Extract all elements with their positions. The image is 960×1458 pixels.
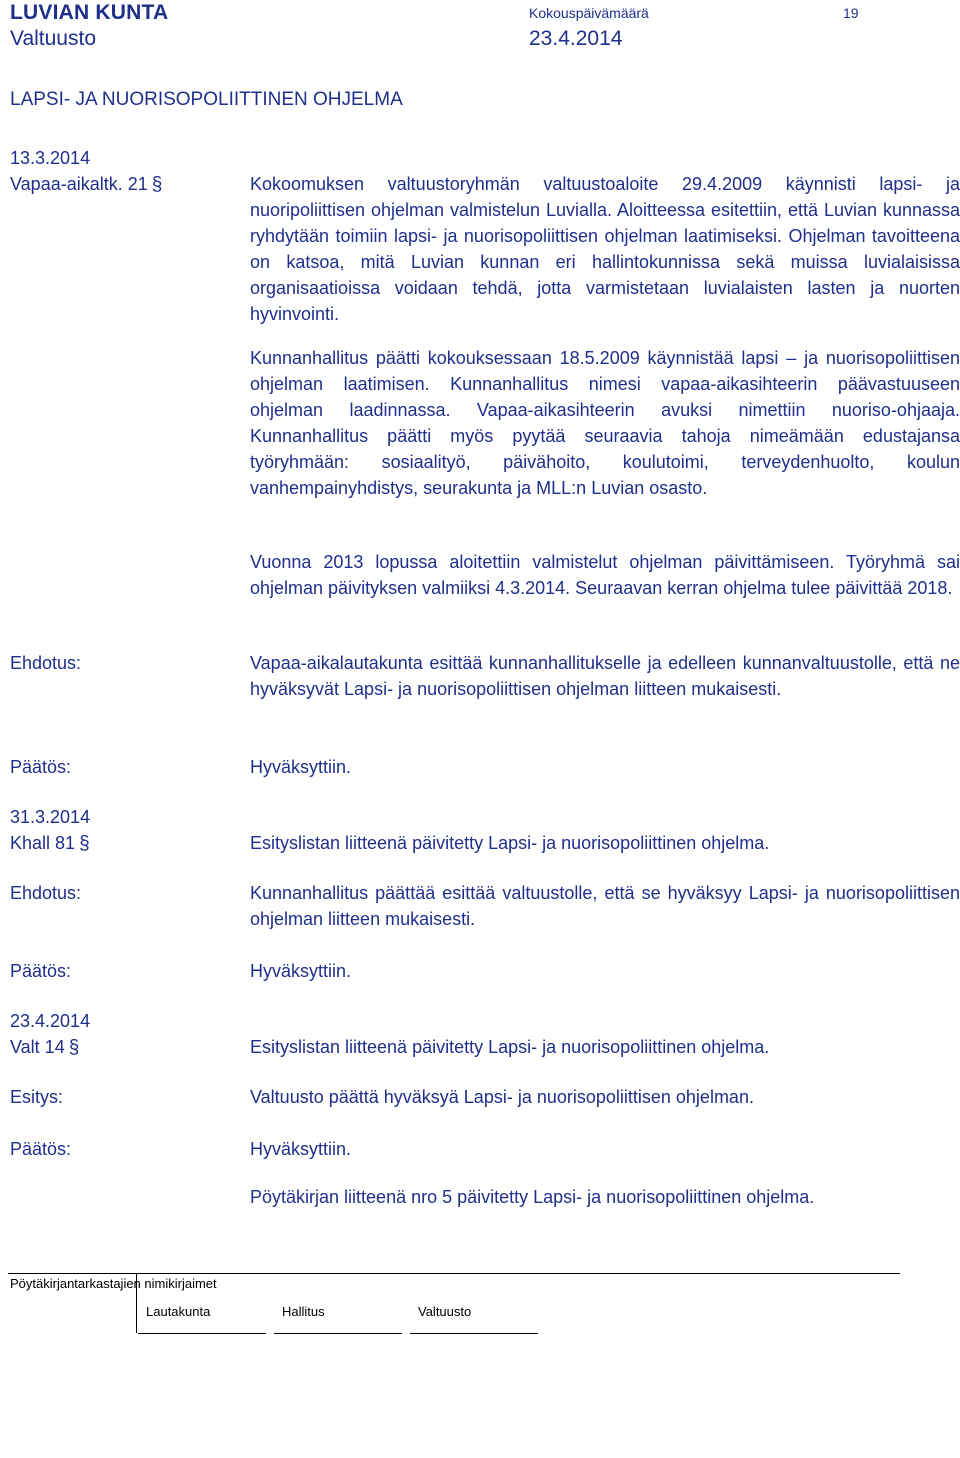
decision2-text: Hyväksyttiin. <box>250 961 352 981</box>
decision1-text: Hyväksyttiin. <box>250 757 352 777</box>
entry3-attachment: Esityslistan liitteenä päivitetty Lapsi- ja nuorisopoliittinen ohjelma. <box>250 1037 770 1057</box>
proposal2-text: Kunnanhallitus päättää esittää valtuustolle, että se hyväksyy Lapsi- ja nuorisopoliittisen ohjelman liitteen mukaisesti. <box>250 883 960 929</box>
section-sign-icon: § <box>68 1037 80 1058</box>
entry1-ref-text: Vapaa-aikaltk. 21 <box>10 174 148 194</box>
meeting-date-label: Kokouspäivämäärä <box>529 5 649 21</box>
decision3-text: Hyväksyttiin. <box>250 1139 352 1159</box>
entry3-date: 23.4.2014 <box>10 1011 91 1031</box>
body-paragraph-1: Kokoomuksen valtuustoryhmän valtuustoaloite 29.4.2009 käynnisti lapsi- ja nuoripoliittisen ohjelman valmistelun Luvialla. Aloitteessa esitettiin, että Luvian kunnassa ryhdytään toimiin lapsi- ja nuorisopoliittisen ohjelman laatimiseksi. Ohjelman tavoitteena on katsoa, mitä Luvian kunnan eri hallintokunnissa sekä muissa luvialaisissa organisaatioissa voidaan tehdä, jotta varmistetaan luvialaisten lasten ja nuorten hyvinvointi. <box>250 174 960 324</box>
page-number: 19 <box>843 5 859 21</box>
entry3-ref-text: Valt 14 <box>10 1037 65 1057</box>
motion3-text: Valtuusto päättä hyväksyä Lapsi- ja nuorisopoliittisen ohjelman. <box>250 1087 754 1107</box>
footer-col-lautakunta: Lautakunta <box>146 1304 211 1319</box>
footer-col-valtuusto: Valtuusto <box>418 1304 472 1319</box>
footer-col-hallitus: Hallitus <box>282 1304 325 1319</box>
document-title: LAPSI- JA NUORISOPOLIITTINEN OHJELMA <box>10 89 403 110</box>
entry2-date: 31.3.2014 <box>10 807 91 827</box>
decision1-label: Päätös: <box>10 757 72 777</box>
footer-title: Pöytäkirjantarkastajien nimikirjaimet <box>10 1276 217 1291</box>
entry2-ref-text: Khall 81 <box>10 833 76 853</box>
entry1-date: 13.3.2014 <box>10 148 91 168</box>
footer-divider <box>8 1273 900 1274</box>
footer-signature-line <box>410 1333 538 1334</box>
entry2-reference <box>10 830 90 857</box>
decision3-label: Päätös: <box>10 1139 72 1159</box>
body-paragraph-2: Kunnanhallitus päätti kokouksessaan 18.5.2009 käynnistää lapsi – ja nuorisopoliittisen ohjelman laatimisen. Kunnanhallitus nimesi vapaa-aikasihteerin päävastuuseen ohjelman laadinnassa. Vapaa-aikasihteerin avuksi nimettiin nuoriso-ohjaaja. Kunnanhallitus päätti myös pyytää seuraavia tahoja nimeämään edustajansa työryhmään: sosiaalityö, päivähoito, koulutoimi, terveydenhuolto, koulun vanhempainyhdistys, seurakunta ja MLL:n Luvian osasto. <box>250 348 960 498</box>
proposal2-label: Ehdotus: <box>10 883 82 903</box>
footer-signature-line <box>274 1333 402 1334</box>
entry1-reference <box>10 171 162 198</box>
meeting-body: Valtuusto <box>10 27 96 50</box>
entry2-attachment: Esityslistan liitteenä päivitetty Lapsi- ja nuorisopoliittinen ohjelma. <box>250 833 770 853</box>
section-sign-icon: § <box>151 174 163 195</box>
proposal1-label: Ehdotus: <box>10 653 82 673</box>
closing-note: Pöytäkirjan liitteenä nro 5 päivitetty Lapsi- ja nuorisopoliittinen ohjelma. <box>250 1187 815 1207</box>
decision2-label: Päätös: <box>10 961 72 981</box>
meeting-date: 23.4.2014 <box>529 27 623 50</box>
body-paragraph-3: Vuonna 2013 lopussa aloitettiin valmistelut ohjelman päivittämiseen. Työryhmä sai ohjelman päivityksen valmiiksi 4.3.2014. Seuraavan kerran ohjelma tulee päivittää 2018. <box>250 552 960 598</box>
motion3-label: Esitys: <box>10 1087 64 1107</box>
proposal1-text: Vapaa-aikalautakunta esittää kunnanhallitukselle ja edelleen kunnanvaltuustolle, että ne hyväksyvät Lapsi- ja nuorisopoliittisen ohjelman liitteen mukaisesti. <box>250 653 960 699</box>
organization-name: LUVIAN KUNTA <box>10 1 169 24</box>
section-sign-icon: § <box>79 833 90 854</box>
footer-signature-line <box>138 1333 266 1334</box>
entry3-reference <box>10 1034 79 1061</box>
